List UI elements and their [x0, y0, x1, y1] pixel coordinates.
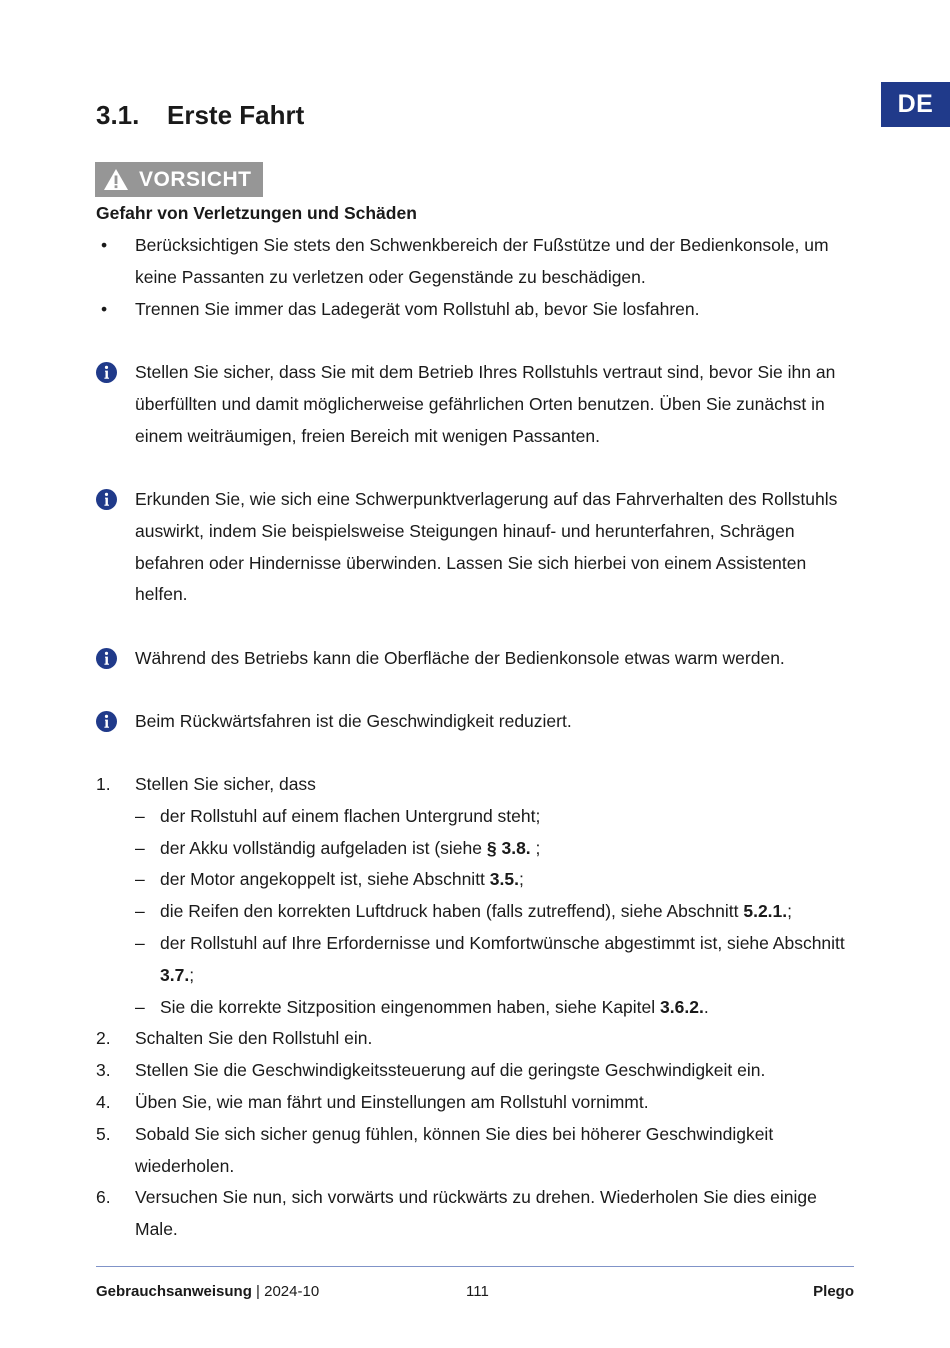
step-text: Stellen Sie die Geschwindigkeitssteuerung auf die geringste Geschwindigkeit ein.: [135, 1060, 766, 1081]
substep-suffix: ;: [530, 837, 541, 858]
step-item: [96, 1023, 856, 1055]
bullet-symbol: •: [101, 235, 108, 255]
section-reference: § 3.8.: [486, 837, 531, 858]
caution-title: Gefahr von Verletzungen und Schäden: [96, 203, 417, 223]
substep-text: der Akku vollständig aufgeladen ist (siehe: [160, 837, 487, 858]
info-circle-icon: [96, 362, 117, 383]
substep-text: der Motor angekoppelt ist, siehe Abschnitt: [160, 869, 490, 890]
step-number: 3.: [96, 1060, 111, 1081]
section-reference: 5.2.1.: [743, 901, 788, 922]
page-number: 111: [466, 1283, 489, 1300]
section-title: Erste Fahrt: [167, 100, 305, 130]
substep-item: [135, 928, 856, 992]
info-circle-icon: [96, 711, 117, 732]
footer-doc-type: Gebrauchsanweisung: [96, 1283, 252, 1300]
step-item: [96, 1087, 856, 1119]
dash-symbol: –: [135, 869, 145, 890]
caution-badge: [95, 162, 263, 197]
info-note: [96, 706, 856, 738]
dash-symbol: –: [135, 837, 145, 858]
info-circle-icon: [96, 648, 117, 669]
step-number: 4.: [96, 1091, 111, 1112]
info-note: [96, 643, 856, 675]
substep-suffix: ;: [787, 901, 793, 922]
section-reference: 3.5.: [489, 869, 519, 890]
footer-product-name: Plego: [813, 1283, 854, 1300]
substep-item: [135, 864, 856, 896]
substep-item: [135, 833, 856, 865]
substep-text: der Rollstuhl auf Ihre Erfordernisse und Komfortwünsche abgestimmt ist, siehe Abschnitt: [160, 932, 845, 953]
footer-separator: |: [251, 1283, 265, 1300]
precondition-list: [135, 801, 856, 1024]
substep-item: [135, 896, 856, 928]
substep-item: [135, 801, 856, 833]
substep-suffix: ;: [189, 964, 195, 985]
info-text: Während des Betriebs kann die Oberfläche der Bedienkonsole etwas warm werden.: [135, 648, 785, 668]
substep-text: die Reifen den korrekten Luftdruck haben (falls zutreffend), siehe Abschnitt: [160, 901, 744, 922]
list-item: [96, 230, 856, 294]
substep-item: [135, 992, 856, 1024]
instruction-steps: [96, 769, 856, 1246]
dash-symbol: –: [135, 805, 145, 826]
step-text: Schalten Sie den Rollstuhl ein.: [135, 1028, 373, 1049]
substep-text: der Rollstuhl auf einem flachen Untergrund steht;: [160, 805, 541, 826]
step-number: 6.: [96, 1187, 111, 1208]
section-reference: 3.7.: [160, 964, 190, 985]
caution-label: VORSICHT: [139, 167, 252, 191]
dash-symbol: –: [135, 901, 145, 922]
substep-text: Sie die korrekte Sitzposition eingenommen haben, siehe Kapitel: [160, 996, 661, 1017]
step-number: 1.: [96, 774, 111, 794]
footer-document-info: [96, 1283, 319, 1300]
step-number: 5.: [96, 1123, 111, 1144]
bullet-text: Berücksichtigen Sie stets den Schwenkbereich der Fußstütze und der Bedienkonsole, um keine Passanten zu verletzen oder Gegenstände zu beschädigen.: [135, 235, 829, 287]
step-text: Versuchen Sie nun, sich vorwärts und rückwärts zu drehen. Wiederholen Sie dies einige Male.: [135, 1187, 817, 1240]
list-item: [96, 294, 856, 326]
bullet-symbol: •: [101, 298, 108, 319]
footer-date: 2024-10: [264, 1283, 320, 1300]
section-heading: [96, 100, 304, 131]
section-number: 3.1.: [96, 100, 140, 130]
info-text: Beim Rückwärtsfahren ist die Geschwindigkeit reduziert.: [135, 711, 572, 731]
substep-suffix: ;: [518, 869, 524, 890]
info-note: [96, 484, 856, 611]
language-tab: DE: [881, 82, 950, 127]
dash-symbol: –: [135, 996, 145, 1017]
step-text: Stellen Sie sicher, dass: [135, 774, 316, 794]
step-item: [96, 1182, 856, 1246]
info-note: [96, 357, 856, 452]
step-item: [96, 1055, 856, 1087]
info-text: Erkunden Sie, wie sich eine Schwerpunktverlagerung auf das Fahrverhalten des Rollstuhls auswirkt, indem Sie beispielsweise Steigungen hinauf- und herunterfahren, Schrägen befahren oder Hindernisse überwinden. Lassen Sie sich hierbei von einem Assistenten helfen.: [135, 489, 838, 605]
footer-divider: [96, 1266, 854, 1267]
substep-suffix: .: [703, 996, 709, 1017]
step-item: [96, 1119, 856, 1183]
warning-triangle-icon: [103, 168, 129, 191]
section-reference: 3.6.2.: [660, 996, 704, 1017]
dash-symbol: –: [135, 932, 145, 953]
info-text: Stellen Sie sicher, dass Sie mit dem Betrieb Ihres Rollstuhls vertraut sind, bevor Sie ihn an überfüllten und damit möglicherweise gefährlichen Orten benutzen. Üben Sie zunächst in einem weiträumigen, freien Bereich mit wenigen Passanten.: [135, 362, 836, 446]
info-circle-icon: [96, 489, 117, 510]
caution-bullet-list: [96, 230, 856, 325]
step-text: Sobald Sie sich sicher genug fühlen, können Sie dies bei höherer Geschwindigkeit wiederholen.: [135, 1123, 774, 1176]
bullet-text: Trennen Sie immer das Ladegerät vom Rollstuhl ab, bevor Sie losfahren.: [135, 298, 700, 319]
step-number: 2.: [96, 1028, 111, 1049]
step-text: Üben Sie, wie man fährt und Einstellungen am Rollstuhl vornimmt.: [135, 1091, 649, 1112]
step-item: [96, 769, 856, 1023]
